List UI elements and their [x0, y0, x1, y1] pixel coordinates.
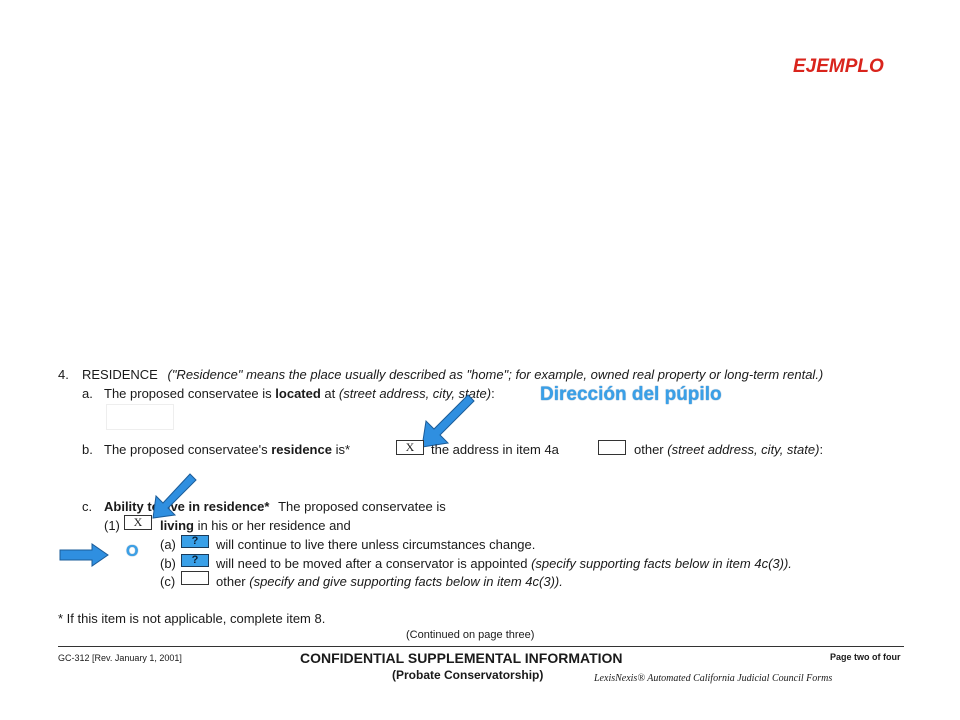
item-4b-post: is* [331, 442, 351, 457]
item-4b-letter: b. [82, 442, 93, 457]
opt-b-checkbox[interactable]: ? [181, 554, 209, 567]
living-rest: in his or her residence and [193, 518, 351, 533]
footer-title: CONFIDENTIAL SUPPLEMENTAL INFORMATION [300, 650, 623, 666]
continued-note: (Continued on page three) [406, 629, 535, 641]
item-4a-colon: : [491, 386, 495, 401]
residence-option-other [634, 442, 823, 457]
item-number: 4. [58, 367, 69, 382]
opt-c-number: (c) [160, 574, 176, 589]
opt-b-text [216, 556, 792, 571]
opt-a-text: will continue to live there unless circumstances change. [216, 537, 536, 552]
other-pre: other [634, 442, 668, 457]
living-checkbox[interactable]: X [124, 515, 152, 530]
ejemplo-stamp: EJEMPLO [793, 56, 884, 77]
opt-b-italic: (specify supporting facts below in item 4c(3)). [531, 556, 792, 571]
item-4b-bold: residence [271, 442, 332, 457]
residence-heading: RESIDENCE [82, 367, 158, 382]
address-hint-annotation: Dirección del púpilo [540, 384, 722, 405]
other-colon: : [819, 442, 824, 457]
footnote: * If this item is not applicable, complete item 8. [58, 611, 326, 626]
item-4a-bold: located [275, 386, 321, 401]
opt-a-checkbox[interactable]: ? [181, 535, 209, 548]
item-4c-letter: c. [82, 499, 93, 514]
opt-c-text [216, 574, 563, 589]
ability-text: The proposed conservatee is [278, 499, 446, 514]
address-field[interactable] [106, 404, 174, 430]
item-4b-text [104, 442, 350, 457]
other-italic: (street address, city, state) [667, 442, 820, 457]
opt-b-number: (b) [160, 556, 176, 571]
footer-subtitle: (Probate Conservatorship) [392, 668, 544, 682]
residence-same-address-checkbox[interactable]: X [396, 440, 424, 455]
opt-a-number: (a) [160, 537, 176, 552]
ability-heading: Ability to live in residence* [104, 499, 270, 514]
arrow-to-living-box-icon [150, 472, 200, 522]
item-4a-pre: The proposed conservatee is [104, 386, 276, 401]
or-arrow-icon [58, 543, 110, 567]
item-heading [82, 367, 823, 382]
opt-c-checkbox[interactable] [181, 571, 209, 585]
page-indicator: Page two of four [830, 652, 901, 662]
opt-c-italic: (specify and give supporting facts below in item 4c(3)). [249, 574, 563, 589]
opt-b-plain: will need to be moved after a conservator is appointed [216, 556, 532, 571]
footer-rule [58, 646, 904, 647]
residence-option-address: the address in item 4a [431, 442, 559, 457]
publisher-line: LexisNexis® Automated California Judicial Council Forms [594, 673, 833, 684]
form-id: GC-312 [Rev. January 1, 2001] [58, 653, 182, 663]
item-4a-italic: (street address, city, state) [338, 386, 492, 401]
residence-note: ("Residence" means the place usually described as "home"; for example, owned real property or long-term rental.) [167, 367, 824, 382]
item-4a-post: at [320, 386, 339, 401]
or-annotation: O [126, 543, 139, 560]
sub1-text [160, 518, 351, 533]
living-bold: living [160, 518, 194, 533]
sub1-number: (1) [104, 518, 120, 533]
residence-other-checkbox[interactable] [598, 440, 626, 455]
opt-c-plain: other [216, 574, 250, 589]
item-4b-pre: The proposed conservatee's [104, 442, 272, 457]
item-4a-letter: a. [82, 386, 93, 401]
